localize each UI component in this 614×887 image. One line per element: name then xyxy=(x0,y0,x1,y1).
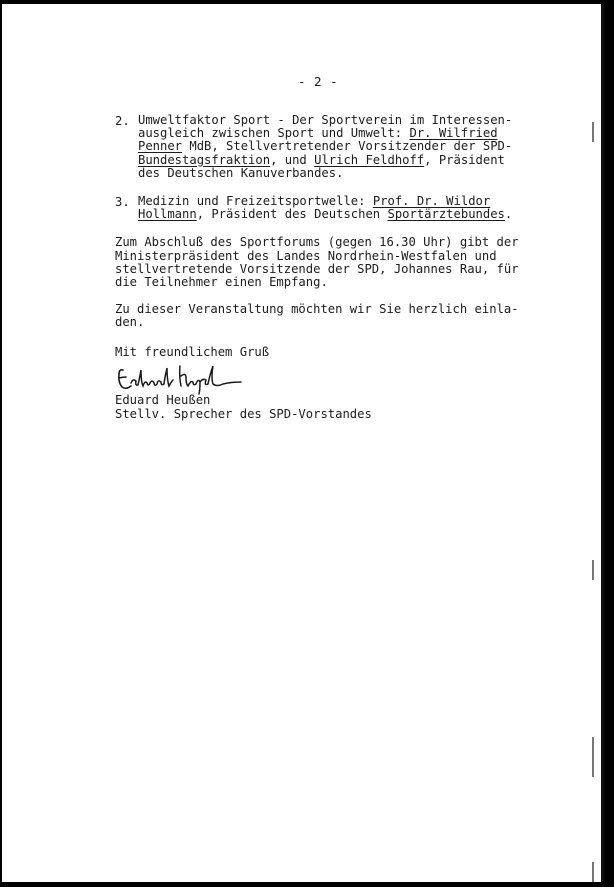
text-line: Ministerpräsident des Landes Nordrhein-Westfalen und xyxy=(115,248,497,263)
margin-mark xyxy=(592,122,594,142)
underlined-name: Sportärztebundes xyxy=(387,207,505,222)
text-segment: Umweltfaktor Sport - Der Sportverein im Interessen- xyxy=(138,113,513,127)
text-segment: ausgleich zwischen Sport und Umwelt: xyxy=(138,126,410,141)
text-segment: Medizin und Freizeitsportwelle: xyxy=(138,193,373,208)
text-line: die Teilnehmer einen Empfang. xyxy=(115,274,328,289)
text-line xyxy=(138,208,540,221)
text-segment: . xyxy=(504,207,513,222)
text-segment: , Präsident xyxy=(424,152,505,167)
underlined-name: Dr. Wilfried xyxy=(409,126,498,141)
letter-body xyxy=(115,114,540,374)
text-segment: MdB, Stellvertretender Vorsitzender der SPD- xyxy=(182,139,513,154)
underlined-name: Hollmann xyxy=(138,207,197,222)
paragraph xyxy=(115,303,540,329)
page-number: - 2 - xyxy=(298,74,339,89)
signer-name: Eduard Heußen xyxy=(115,393,211,407)
underlined-name: Ulrich Feldhoff xyxy=(314,152,425,167)
list-item xyxy=(115,114,540,180)
text-line: stellvertretende Vorsitzende der SPD, Johannes Rau, für xyxy=(115,261,519,276)
list-item-text xyxy=(138,195,540,221)
text-line: Zum Abschluß des Sportforums (gegen 16.30 Uhr) gibt der xyxy=(115,235,519,250)
text-line: Mit freundlichem Gruß xyxy=(115,345,270,360)
list-item xyxy=(115,195,540,221)
handwritten-signature xyxy=(113,356,248,396)
numbered-list xyxy=(115,114,540,221)
signer-title: Stellv. Sprecher des SPD-Vorstandes xyxy=(115,406,372,421)
list-item-text xyxy=(138,114,540,180)
text-segment: , und xyxy=(270,152,315,167)
margin-mark xyxy=(592,560,594,580)
text-segment: des Deutschen Kanuverbandes. xyxy=(138,165,344,180)
document-page xyxy=(2,4,604,882)
underlined-name: Bundestagsfraktion xyxy=(138,152,271,167)
paragraph xyxy=(115,236,540,289)
paragraphs xyxy=(115,236,540,359)
text-line: den. xyxy=(115,315,145,330)
margin-mark xyxy=(592,862,594,882)
underlined-name: Penner xyxy=(138,139,183,154)
list-item-number: 2. xyxy=(115,114,130,128)
list-item-number: 3. xyxy=(115,194,130,209)
signer-block xyxy=(115,394,372,421)
margin-mark xyxy=(592,737,594,777)
text-line xyxy=(138,167,540,180)
text-line: Zu dieser Veranstaltung möchten wir Sie herzlich einla- xyxy=(115,302,519,317)
text-segment: , Präsident des Deutschen xyxy=(196,207,388,222)
underlined-name: Prof. Dr. Wildor xyxy=(372,193,491,208)
